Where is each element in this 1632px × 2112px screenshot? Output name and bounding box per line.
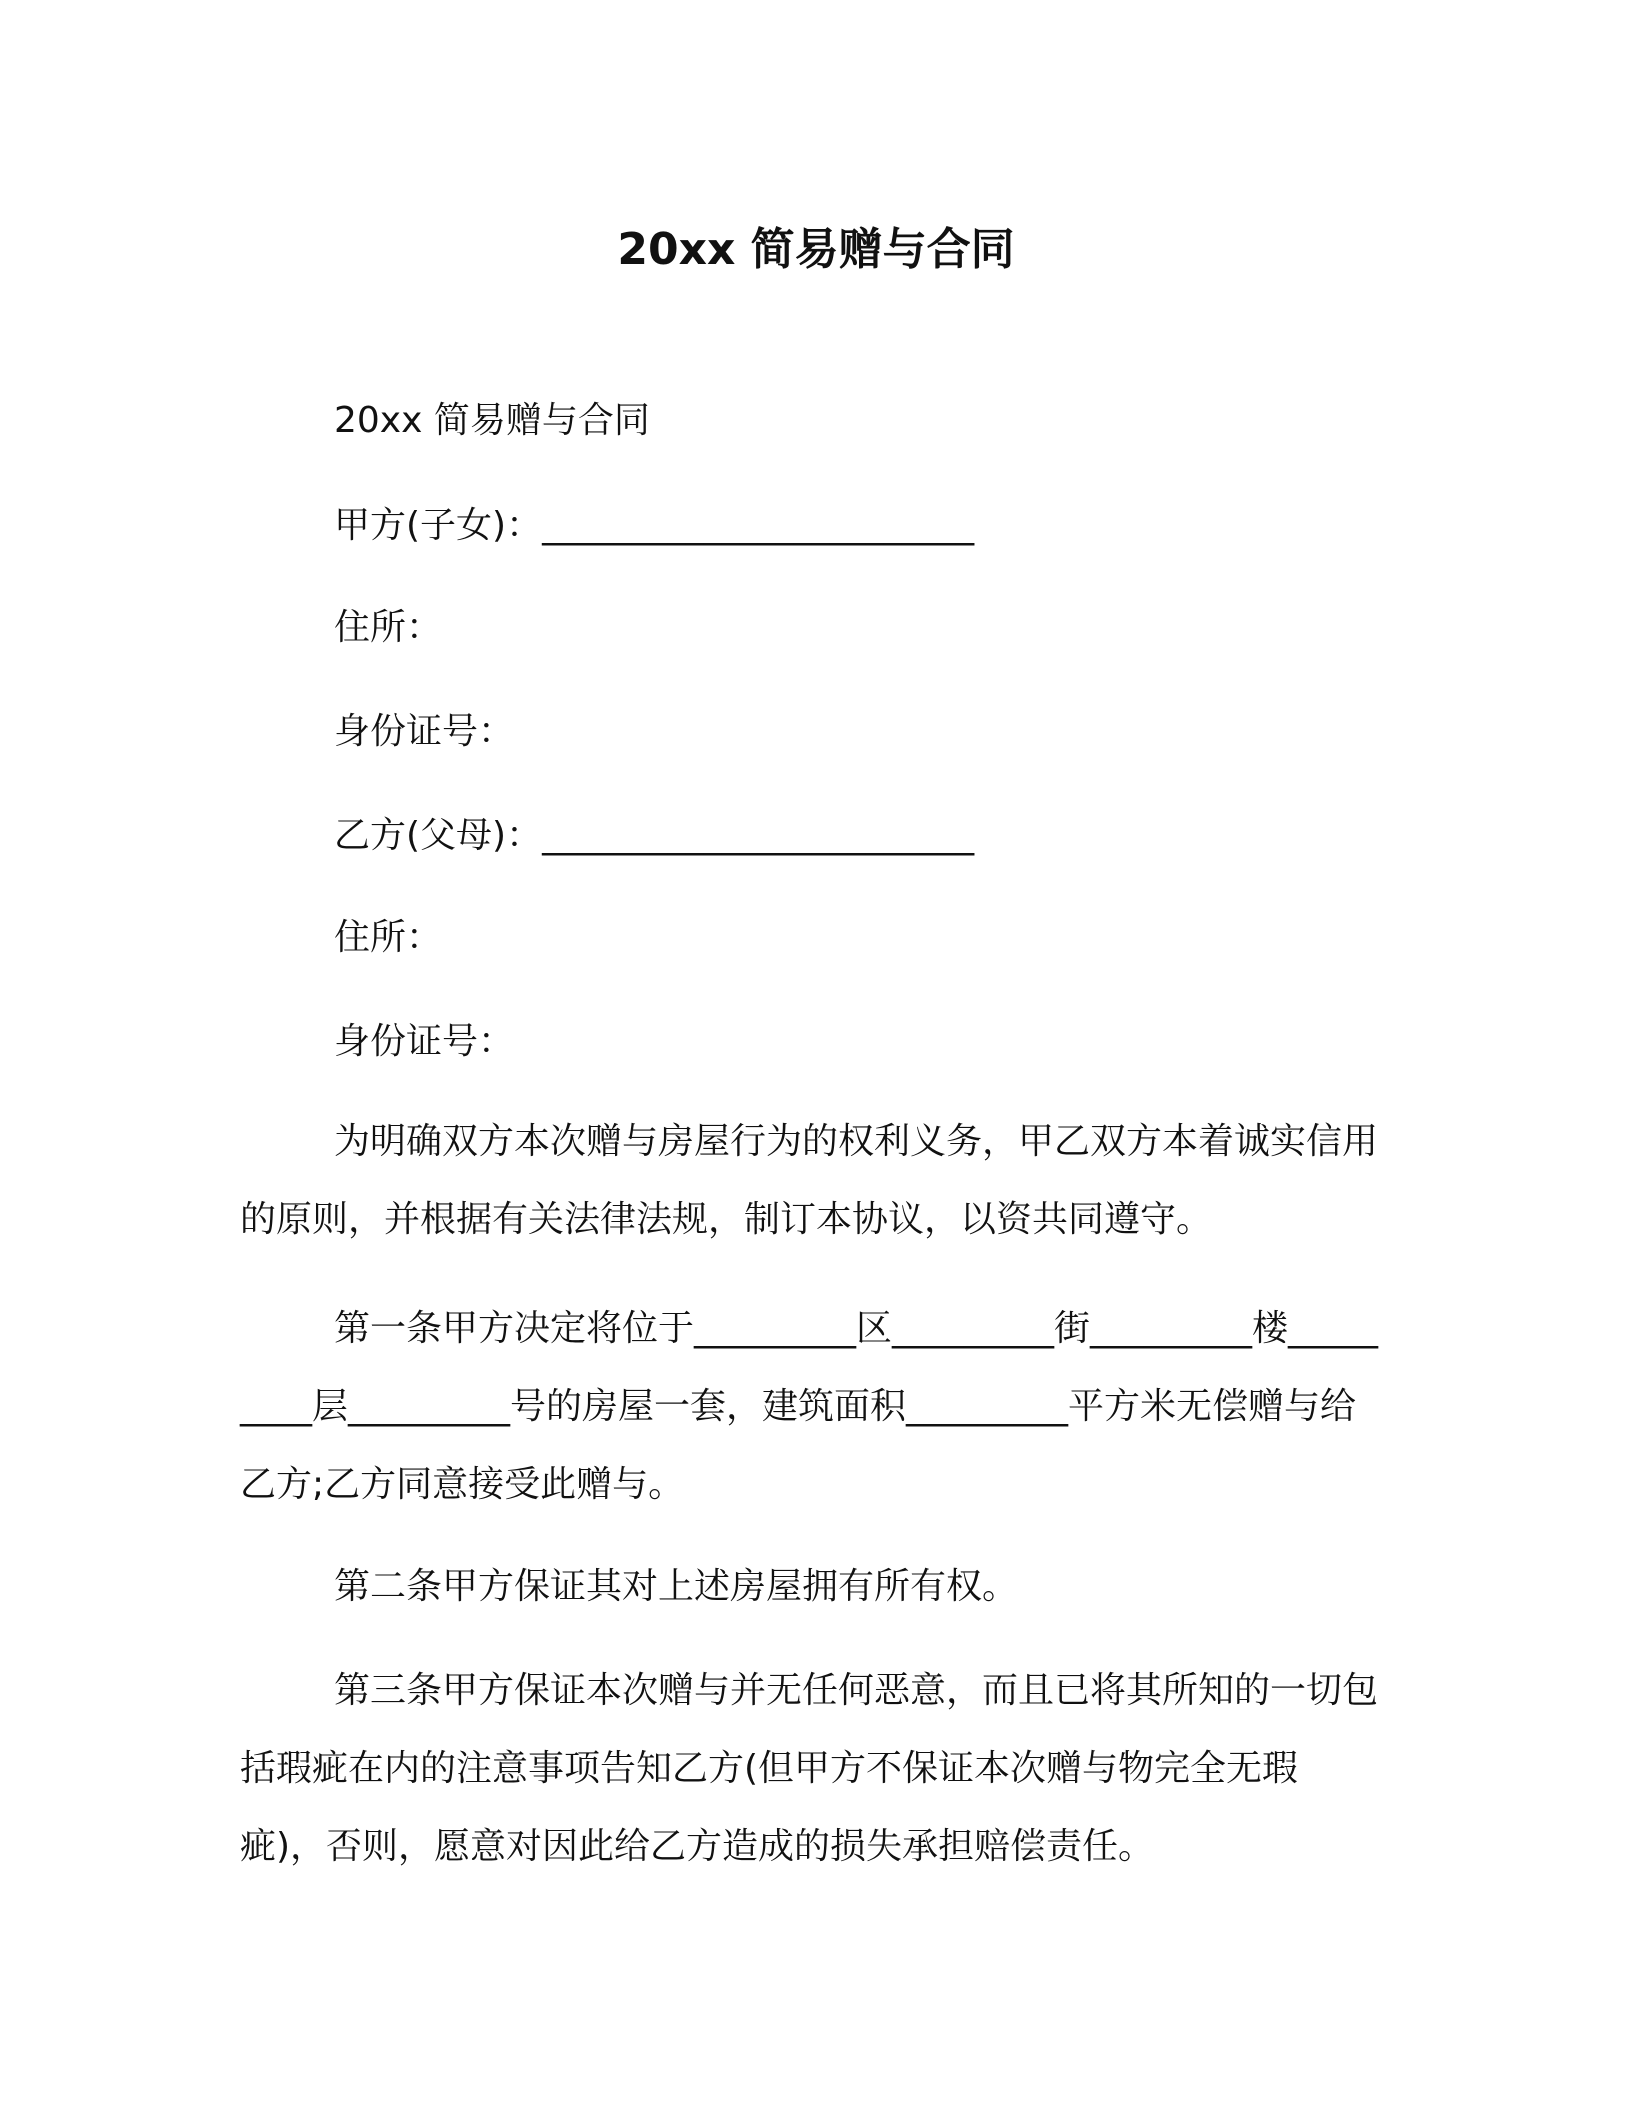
party-b-address-label: 住所： xyxy=(334,917,443,958)
party-a-address-label: 住所： xyxy=(334,607,443,648)
article-2-paragraph: 第二条甲方保证其对上述房屋拥有所有权。 xyxy=(334,1566,1019,1607)
party-b-label: 乙方(父母)： xyxy=(334,815,543,856)
article-3-paragraph: 第三条甲方保证本次赠与并无任何恶意，而且已将其所知的一切包括瑕疵在内的注意事项告知乙方(但甲方不保证本次赠与物完全无瑕疵)，否则，愿意对因此给乙方造成的损失承担赔偿责任。 xyxy=(240,1670,1379,1867)
party-a-name-blank: ________________________ xyxy=(542,505,975,546)
party-b-line xyxy=(334,812,974,860)
party-a-id-label: 身份证号： xyxy=(334,711,515,752)
party-a-line xyxy=(334,502,974,550)
party-b-name-blank: ________________________ xyxy=(542,815,975,856)
document-title: 20xx 简易赠与合同 xyxy=(617,224,1015,275)
article-1-paragraph: 第一条甲方决定将位于_________区_________街_________楼_________层_________号的房屋一套，建筑面积_________平方米无偿赠与给乙方;乙方同意接受此赠与。 xyxy=(240,1308,1379,1505)
preamble-paragraph: 为明确双方本次赠与房屋行为的权利义务，甲乙双方本着诚实信用的原则，并根据有关法律法规，制订本协议，以资共同遵守。 xyxy=(240,1121,1379,1240)
party-b-id-label: 身份证号： xyxy=(334,1021,515,1062)
document-subtitle: 20xx 简易赠与合同 xyxy=(334,400,650,441)
party-a-label: 甲方(子女)： xyxy=(334,505,543,546)
